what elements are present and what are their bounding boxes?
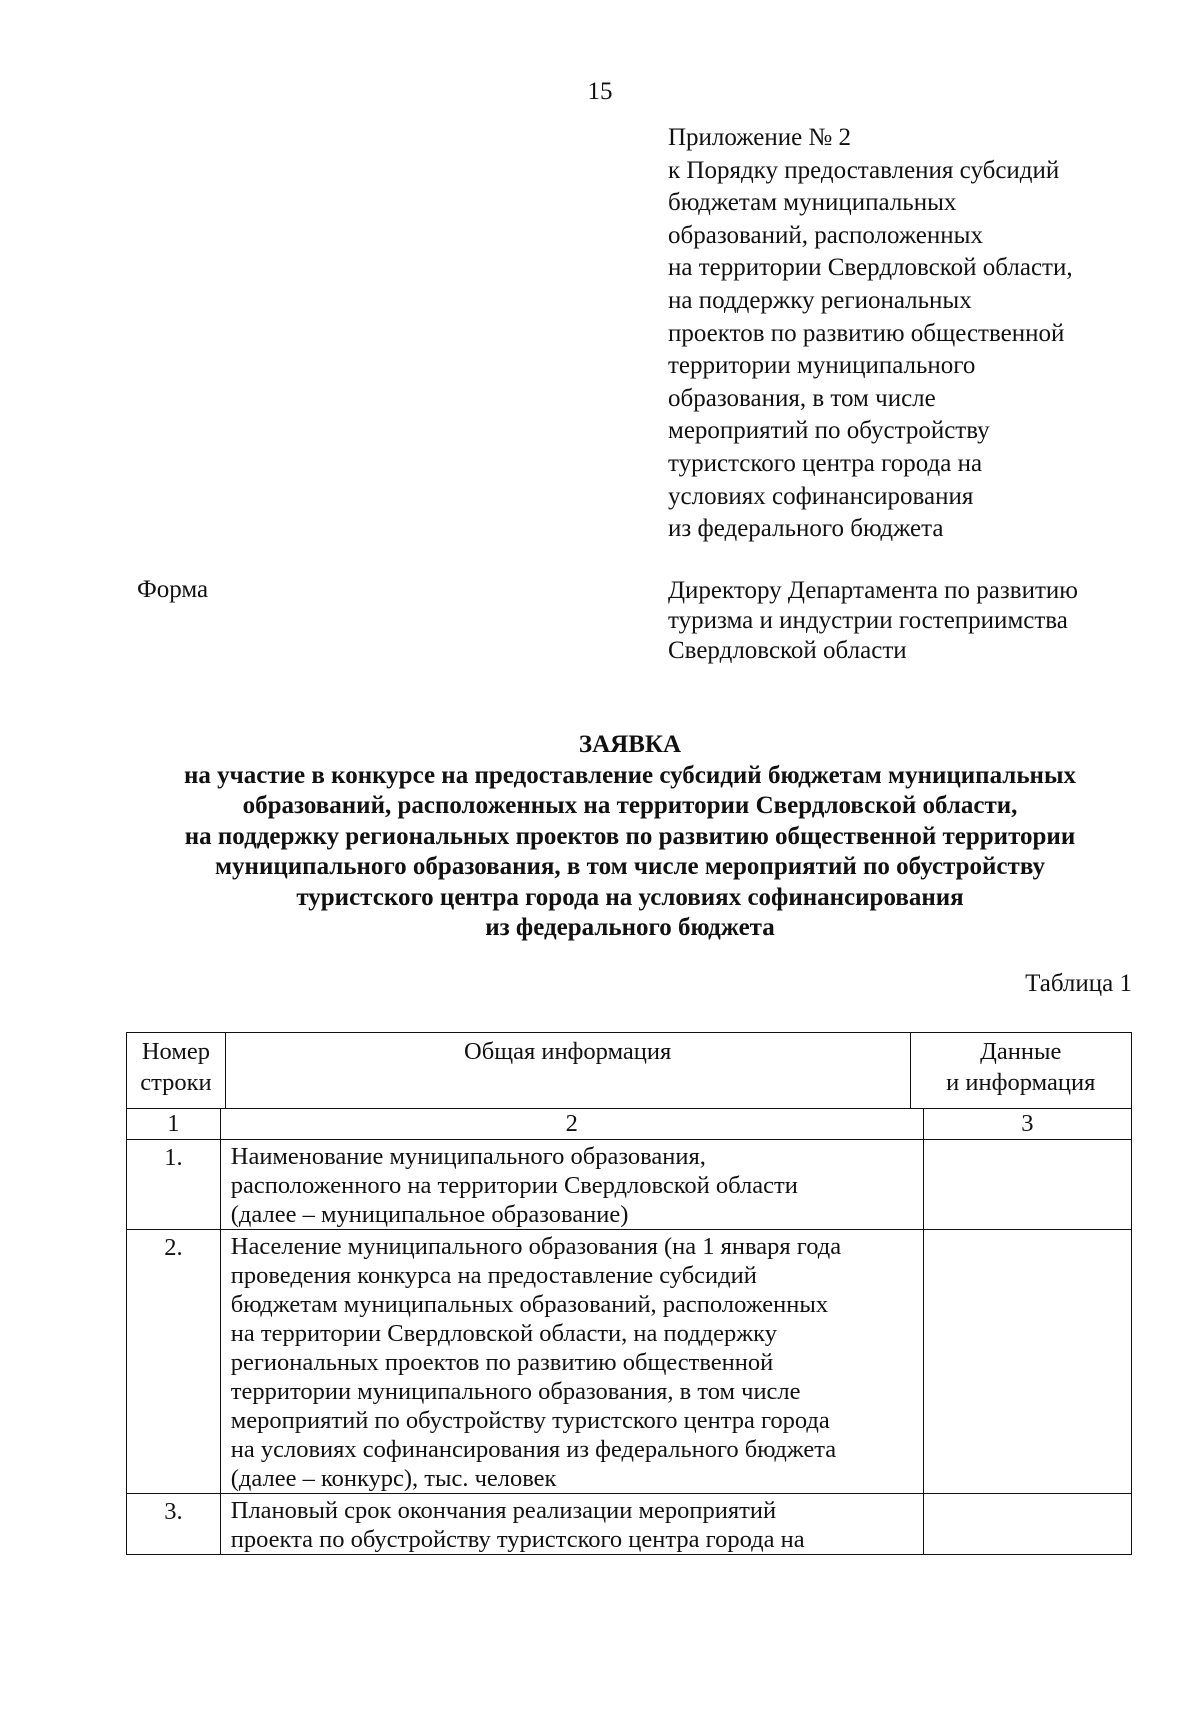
appendix-line: на поддержку региональных — [668, 286, 972, 314]
row-description — [220, 1140, 923, 1230]
header-line: Данные — [980, 1038, 1062, 1065]
form-label: Форма — [137, 576, 209, 603]
page-number: 15 — [587, 78, 613, 105]
appendix-line: туристского центра города на — [668, 449, 983, 477]
row-description-line: территории муниципального образования, в том числе — [230, 1378, 801, 1405]
row-description-line: проекта по обустройству туристского центра города на — [230, 1526, 805, 1553]
table-header — [126, 1032, 1132, 1109]
row-description-line: (далее – конкурс), тыс. человек — [230, 1465, 557, 1492]
row-value-cell — [923, 1140, 1131, 1230]
row-description-line: бюджетам муниципальных образований, расположенных — [230, 1291, 829, 1318]
header-line: Номер — [141, 1038, 210, 1065]
column-number: 1 — [127, 1109, 221, 1140]
appendix-line: образования, в том числе — [668, 384, 936, 412]
heading-line: туристского центра города на условиях софинансирования — [296, 883, 964, 911]
heading-line: муниципального образования, в том числе мероприятий по обустройству — [215, 853, 1045, 880]
row-description-line: Плановый срок окончания реализации мероприятий — [230, 1497, 777, 1524]
row-description — [220, 1494, 923, 1555]
addressee-block — [668, 576, 1078, 666]
header-cell-data — [910, 1033, 1131, 1109]
addressee-line: Свердловской области — [668, 637, 907, 664]
header-row — [127, 1033, 1132, 1109]
heading-line: из федерального бюджета — [485, 914, 775, 941]
row-description-line: региональных проектов по развитию общественной — [230, 1349, 774, 1376]
column-number: 3 — [923, 1109, 1131, 1140]
row-value-cell — [923, 1230, 1131, 1494]
heading-line: на поддержку региональных проектов по развитию общественной территории — [184, 822, 1076, 850]
document-heading — [0, 730, 1200, 944]
row-description-line: Население муниципального образования (на 1 января года — [230, 1233, 842, 1260]
row-value-cell — [923, 1494, 1131, 1555]
column-number-row — [127, 1109, 1132, 1140]
row-number: 3. — [127, 1494, 221, 1555]
header-line: строки — [140, 1069, 212, 1096]
table-label: Таблица 1 — [1025, 970, 1132, 997]
row-description-line: (далее – муниципальное образование) — [230, 1201, 629, 1228]
row-description-line: расположенного на территории Свердловской области — [230, 1172, 798, 1199]
appendix-line: Приложение № 2 — [668, 124, 852, 151]
addressee-line: туризма и индустрии гостеприимства — [668, 607, 1068, 634]
appendix-line: мероприятий по обустройству — [668, 417, 990, 445]
table-row — [127, 1230, 1132, 1494]
row-description — [220, 1230, 923, 1494]
header-line: и информация — [946, 1069, 1096, 1096]
row-description-line: Наименование муниципального образования, — [230, 1143, 706, 1170]
column-number: 2 — [220, 1109, 923, 1140]
row-description-line: на территории Свердловской области, на поддержку — [230, 1320, 777, 1347]
data-table — [126, 1108, 1132, 1555]
row-description-line: мероприятий по обустройству туристского центра города — [230, 1407, 830, 1434]
table-row — [127, 1140, 1132, 1230]
appendix-line: условиях софинансирования — [668, 482, 974, 510]
row-number: 1. — [127, 1140, 221, 1230]
heading-line: образований, расположенных на территории Свердловской области, — [242, 792, 1018, 819]
table-row — [127, 1494, 1132, 1555]
row-description-line: проведения конкурса на предоставление субсидий — [230, 1262, 757, 1289]
row-number: 2. — [127, 1230, 221, 1494]
appendix-block — [668, 122, 1073, 546]
appendix-line: образований, расположенных — [668, 221, 983, 249]
appendix-line: из федерального бюджета — [668, 515, 944, 543]
addressee-line: Директору Департамента по развитию — [668, 577, 1078, 604]
appendix-line: к Порядку предоставления субсидий — [668, 156, 1060, 184]
header-cell-row-number — [127, 1033, 226, 1109]
row-description-line: на условиях софинансирования из федерального бюджета — [230, 1436, 837, 1463]
appendix-line: проектов по развитию общественной — [668, 319, 1065, 347]
header-line: Общая информация — [464, 1038, 672, 1065]
appendix-line: территории муниципального — [668, 352, 976, 380]
heading-title: ЗАЯВКА — [578, 731, 682, 758]
header-cell-general-info — [225, 1033, 910, 1109]
heading-line: на участие в конкурсе на предоставление субсидий бюджетам муниципальных — [184, 761, 1076, 789]
appendix-line: на территории Свердловской области, — [668, 254, 1073, 282]
appendix-line: бюджетам муниципальных — [668, 189, 957, 217]
